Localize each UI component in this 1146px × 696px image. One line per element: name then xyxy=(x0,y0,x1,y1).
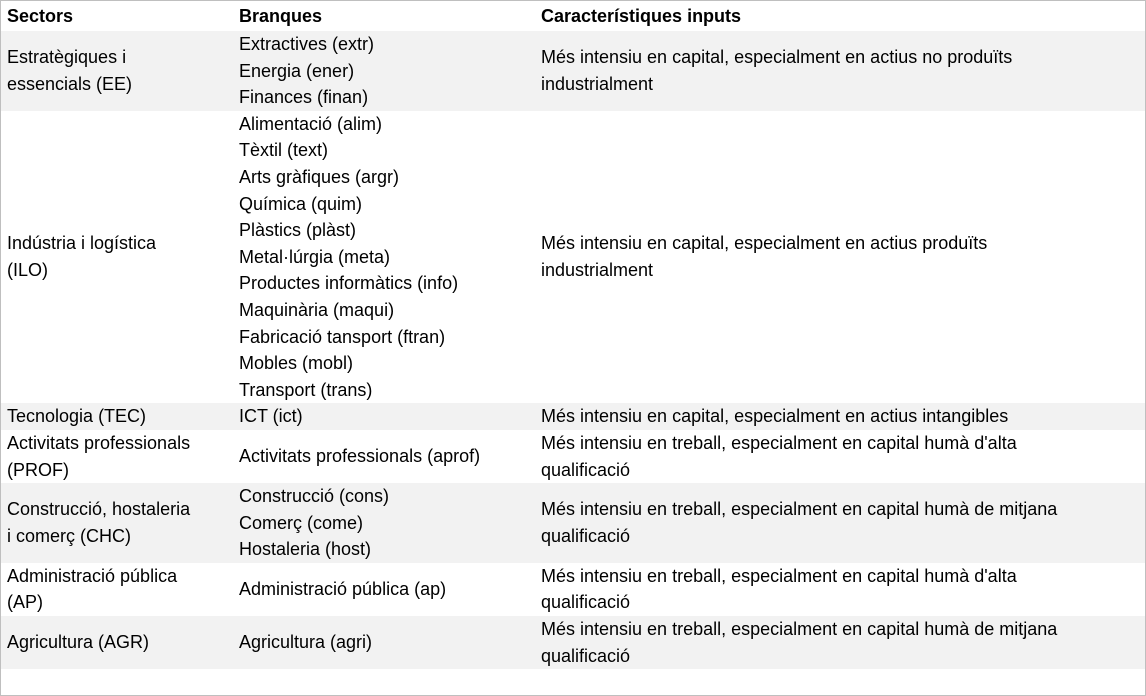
sector-cell-line: i comerç (CHC) xyxy=(7,525,131,546)
table-row xyxy=(1,111,1145,404)
branches-cell xyxy=(233,430,535,483)
branches-cell-line: Administració pública (ap) xyxy=(239,579,447,600)
branches-cell-line: Tèxtil (text) xyxy=(239,140,329,161)
inputs-cell-line: industrialment xyxy=(541,260,654,281)
branches-cell-line: Productes informàtics (info) xyxy=(239,273,459,294)
branches-cell-line: Energia (ener) xyxy=(239,60,355,81)
branches-cell-line: Transport (trans) xyxy=(239,379,373,400)
inputs-cell-line: qualificació xyxy=(541,592,631,613)
sector-cell-line: Indústria i logística xyxy=(7,233,157,254)
branches-cell xyxy=(233,31,535,111)
branches-cell-line: Comerç (come) xyxy=(239,512,364,533)
branches-cell xyxy=(233,403,535,430)
table-row xyxy=(1,31,1145,111)
branches-cell-line: Alimentació (alim) xyxy=(239,113,383,134)
sector-cell xyxy=(1,430,233,483)
sector-cell-line: Activitats professionals xyxy=(7,432,191,453)
inputs-cell-line: Més intensiu en capital, especialment en actius produïts xyxy=(541,233,988,254)
table-row xyxy=(1,430,1145,483)
branches-cell-line: Construcció (cons) xyxy=(239,486,390,507)
table-row xyxy=(1,483,1145,563)
inputs-cell-line: Més intensiu en treball, especialment en capital humà d'alta xyxy=(541,565,1017,586)
inputs-cell xyxy=(535,483,1145,563)
inputs-cell-line: Més intensiu en treball, especialment en capital humà d'alta xyxy=(541,432,1017,453)
branches-cell-line: Hostaleria (host) xyxy=(239,539,372,560)
branches-cell xyxy=(233,111,535,404)
branches-cell-line: ICT (ict) xyxy=(239,406,303,427)
branches-cell-line: Extractives (extr) xyxy=(239,34,375,54)
branches-cell-line: Plàstics (plàst) xyxy=(239,220,357,241)
table-row xyxy=(1,616,1145,669)
table-row xyxy=(1,563,1145,616)
sector-cell-line: Tecnologia (TEC) xyxy=(7,406,147,427)
sector-cell-line: (PROF) xyxy=(7,459,69,480)
inputs-cell-line: Més intensiu en capital, especialment en actius no produïts xyxy=(541,47,1013,68)
inputs-cell xyxy=(535,403,1145,430)
inputs-cell-line: Més intensiu en treball, especialment en capital humà de mitjana xyxy=(541,619,1058,640)
inputs-cell-line: qualificació xyxy=(541,645,631,666)
inputs-cell xyxy=(535,111,1145,404)
header-sectors: Sectors xyxy=(7,6,74,26)
sector-cell-line: (AP) xyxy=(7,592,43,613)
branches-cell xyxy=(233,616,535,669)
branches-cell-line: Finances (finan) xyxy=(239,87,369,108)
sector-cell xyxy=(1,483,233,563)
inputs-cell-line: qualificació xyxy=(541,525,631,546)
sectors-table xyxy=(1,1,1145,669)
branches-cell-line: Agricultura (agri) xyxy=(239,632,373,653)
sector-cell-line: Estratègiques i xyxy=(7,47,127,68)
sector-cell-line: Administració pública xyxy=(7,565,178,586)
branches-cell-line: Mobles (mobl) xyxy=(239,353,354,374)
inputs-cell-line: qualificació xyxy=(541,459,631,480)
table-row xyxy=(1,403,1145,430)
inputs-cell xyxy=(535,616,1145,669)
inputs-cell xyxy=(535,430,1145,483)
sector-cell-line: essencials (EE) xyxy=(7,73,133,94)
header-branches: Branques xyxy=(239,6,323,26)
table-header-row xyxy=(1,1,1145,31)
branches-cell-line: Metal·lúrgia (meta) xyxy=(239,246,391,267)
sector-cell xyxy=(1,616,233,669)
branches-cell-line: Fabricació tansport (ftran) xyxy=(239,326,446,347)
sector-cell xyxy=(1,403,233,430)
inputs-cell-line: industrialment xyxy=(541,73,654,94)
sector-cell xyxy=(1,31,233,111)
sector-cell xyxy=(1,111,233,404)
branches-cell-line: Activitats professionals (aprof) xyxy=(239,446,481,467)
sector-cell-line: (ILO) xyxy=(7,260,49,281)
branches-cell-line: Maquinària (maqui) xyxy=(239,299,395,320)
sector-cell-line: Construcció, hostaleria xyxy=(7,499,191,520)
table-body xyxy=(1,31,1145,669)
inputs-cell xyxy=(535,563,1145,616)
sector-cell-line: Agricultura (AGR) xyxy=(7,632,150,653)
inputs-cell-line: Més intensiu en treball, especialment en capital humà de mitjana xyxy=(541,499,1058,520)
branches-cell-line: Arts gràfiques (argr) xyxy=(239,166,400,187)
branches-cell xyxy=(233,563,535,616)
inputs-cell xyxy=(535,31,1145,111)
header-inputs: Característiques inputs xyxy=(541,6,742,26)
inputs-cell-line: Més intensiu en capital, especialment en actius intangibles xyxy=(541,406,1009,427)
branches-cell-line: Química (quim) xyxy=(239,193,363,214)
branches-cell xyxy=(233,483,535,563)
sector-cell xyxy=(1,563,233,616)
